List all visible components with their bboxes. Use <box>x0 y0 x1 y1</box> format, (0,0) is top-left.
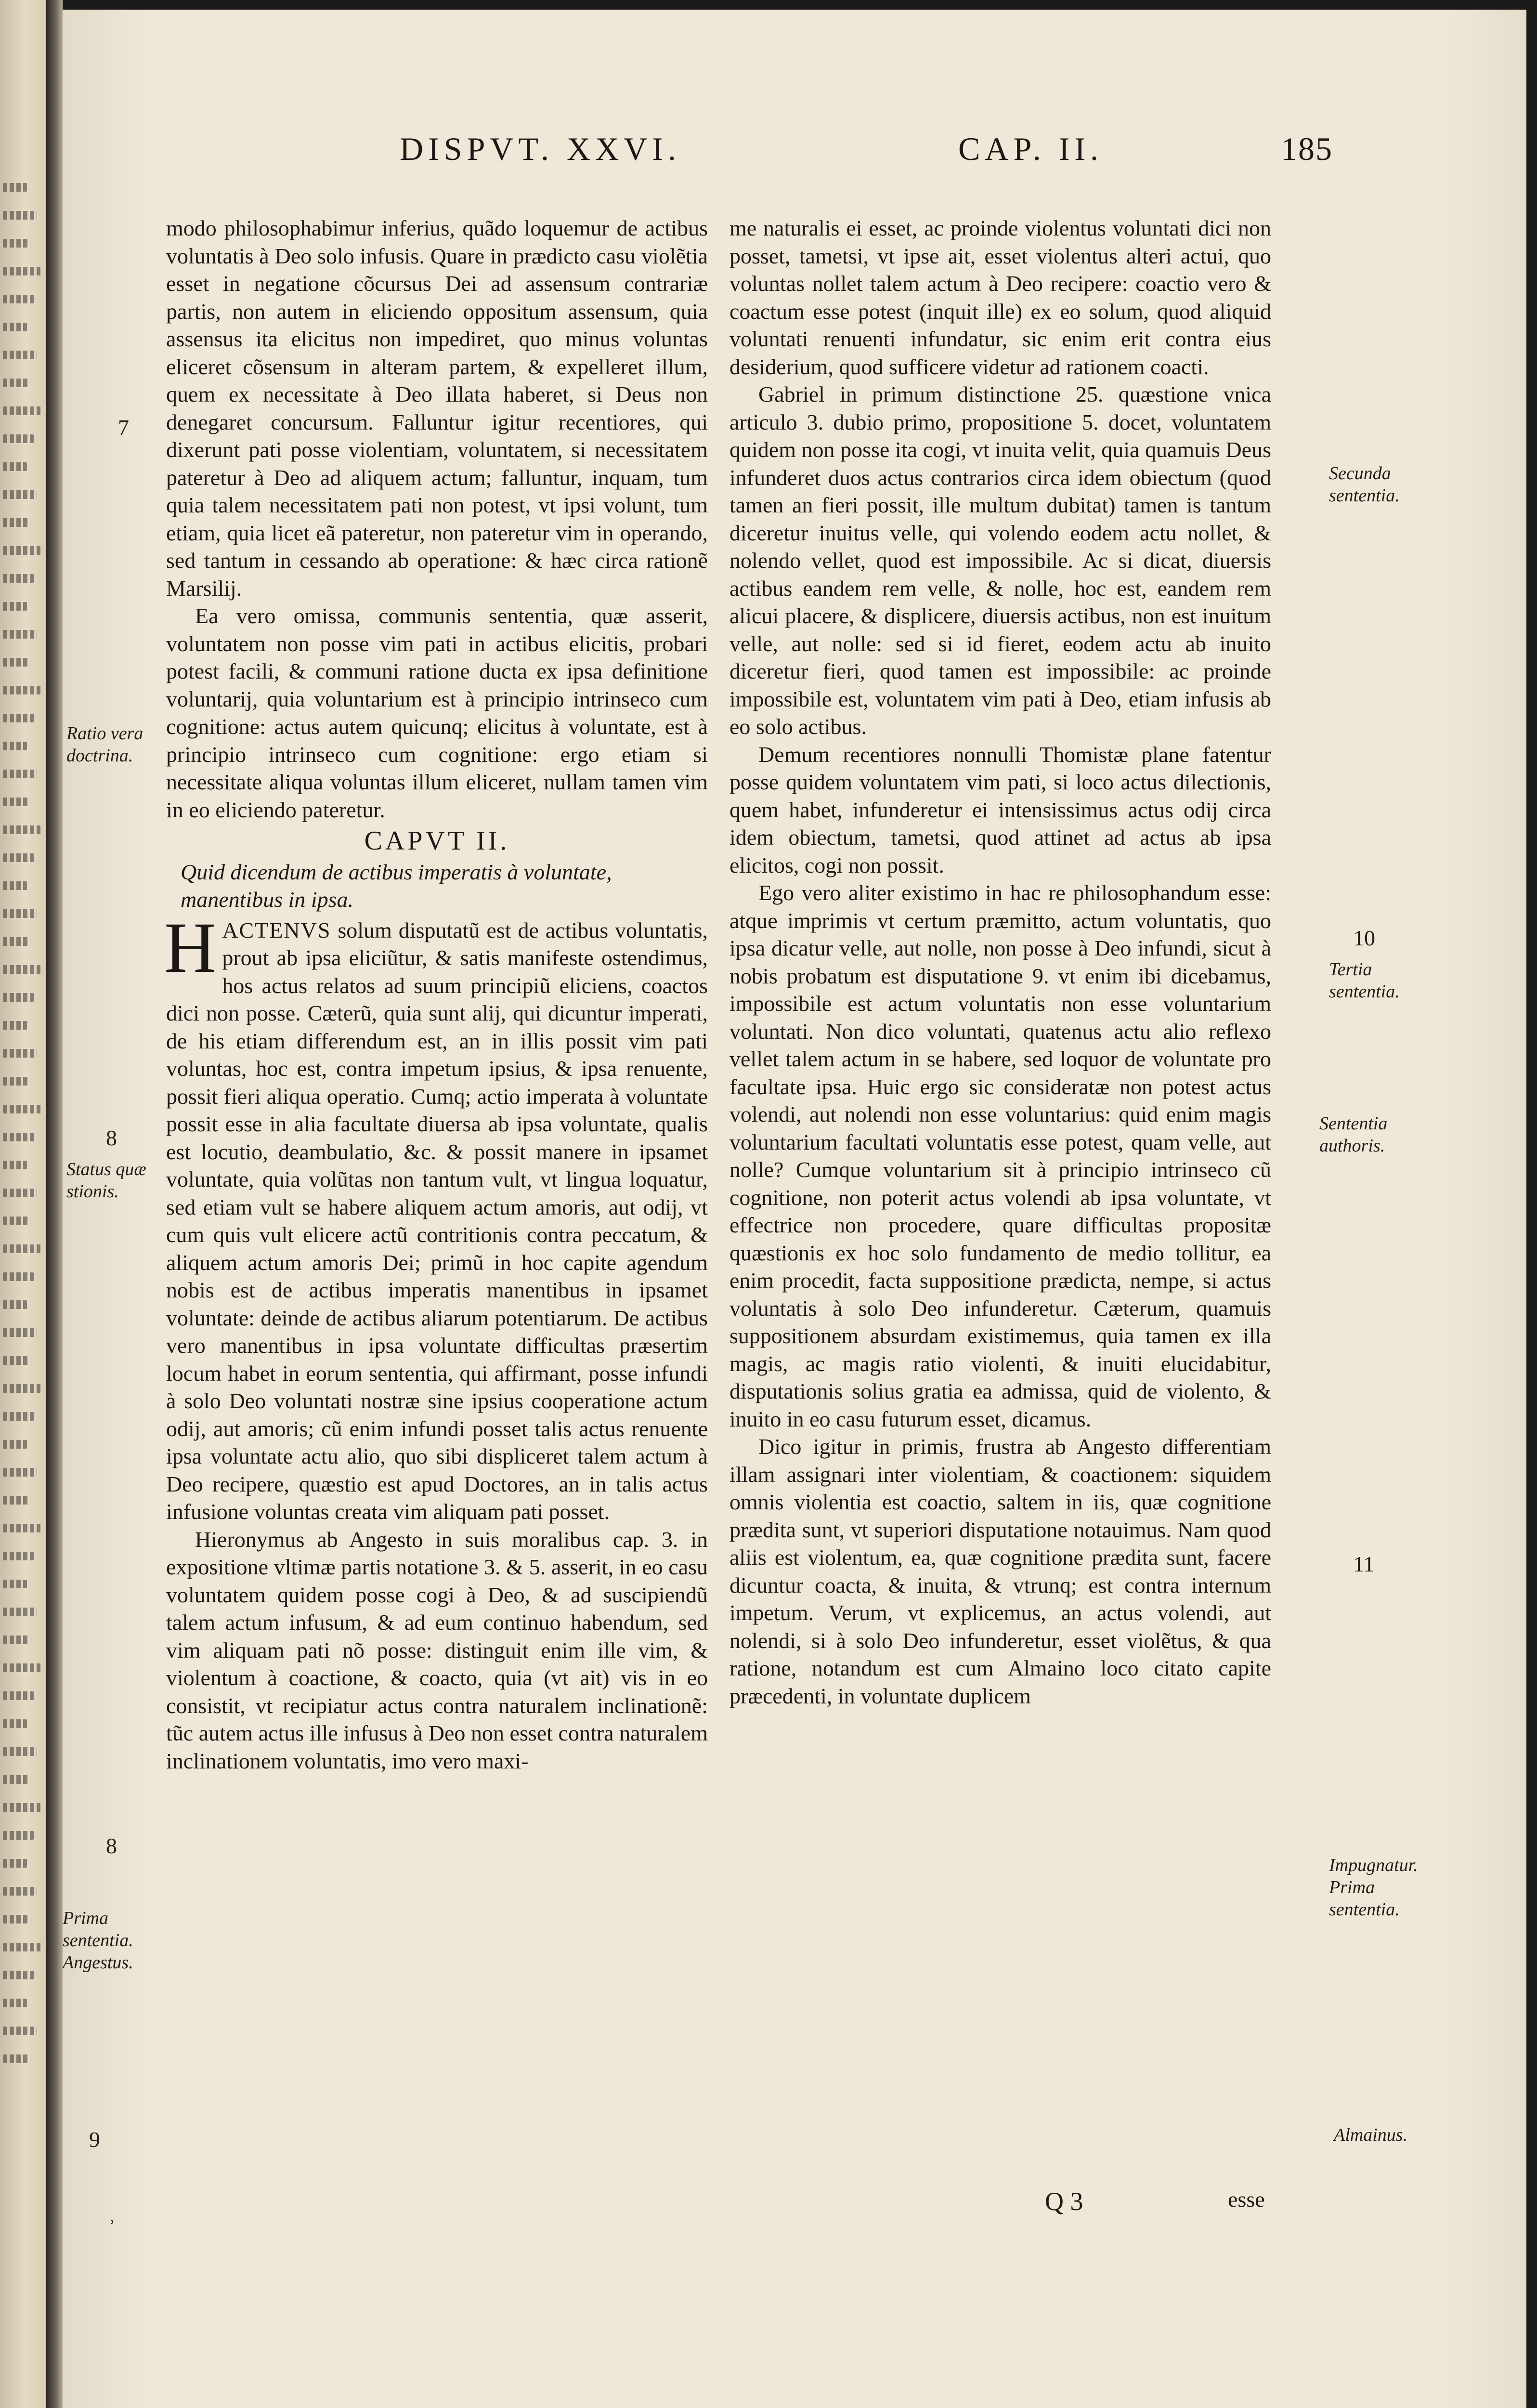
previous-page-text-line <box>3 1608 37 1616</box>
previous-page-text-line <box>3 1021 27 1030</box>
previous-page-text-line <box>3 1691 34 1700</box>
previous-page-text-line <box>3 1747 37 1756</box>
margin-note: Tertia sententia. <box>1329 959 1400 1002</box>
previous-page-text-line <box>3 714 34 722</box>
margin-number: 7 <box>118 415 129 440</box>
previous-page-text-line <box>3 1971 34 1979</box>
previous-page-text-line <box>3 1356 30 1365</box>
previous-page-text-line <box>3 1049 37 1058</box>
paragraph: me naturalis ei esset, ac proinde violentus voluntati dici non posset, tametsi, vt ipse ait, esset violentus alteri actui, quo voluntas nollet talem actum à Deo recipere: coactio vero & coactum esse potest (inquit ille) ex eo solum, quod aliquid voluntati renuenti infundatur, sic enim erit contra eius desiderium, quod sufficere videtur ad rationem coacti. <box>729 216 1271 379</box>
paragraph: Dico igitur in primis, frustra ab Angesto differentiam illam assignari inter violentiam, & coactionem: siquidem omnis violentia est coactio, saltem in iis, quæ cognitione prædita sunt, vt superiori disputatione notauimus. Nam quod aliis est violentum, ea, quæ cognitione prædita sunt, facere dicuntur coacta, & inuita, & vtrunq; est contra internum impetum. Verum, vt explicemus, an actus volendi, aut nolendi, si à solo Deo infunderetur, esset violẽtus, & qua ratione, notandum est cum Almaino loco citato capite præcedenti, in voluntate duplicem <box>729 1434 1271 1708</box>
previous-page-text-line <box>3 1105 40 1113</box>
previous-page-text-line <box>3 2055 30 2063</box>
paragraph: Hieronymus ab Angesto in suis moralibus cap. 3. in expositione vltimæ partis notatione 3. & 5. asserit, in eo casu voluntatem quidem posse cogi à Deo, & ad suscipiendũ talem actum infusum, & ad eum continuo habendum, sed vim aliquam pati nõ posse: distinguit enim ille vim, & violentum à coactione, & coacto, quia (vt ait) vis in eo consistit, vt recipiatur actus contra naturalem inclinationẽ: tũc autem actus ille infusus à Deo non esset contra naturalem inclinationem voluntatis, imo vero maxi- <box>166 1527 708 1773</box>
previous-page-text-line <box>3 1272 34 1281</box>
chapter-subtitle: Quid dicendum de actibus imperatis à voluntate, manentibus in ipsa. <box>181 859 612 912</box>
previous-page-text-line <box>3 239 30 248</box>
previous-page-text-line <box>3 1887 37 1896</box>
paragraph: Demum recentiores nonnulli Thomistæ plane fatentur posse quidem voluntatem vim pati, si loco actus dilectionis, quem habet, infunderetur ei intensissimus actus odij circa idem obiectum, tametsi, quod attinet ad actus ab ipsa elicitos, cogi non possit. <box>729 742 1271 877</box>
paragraph: Gabriel in primum distinctione 25. quæstione vnica articulo 3. dubio primo, propositione 5. docet, voluntatem quidem non posse ita cogi, vt inuita velit, quia quamuis Deus infunderet duos actus contrarios circa idem obiectum (quod tamen an fieri possit, ille multum dubitat) tamen is tantum diceretur inuitus velle, qui volendo eodem actu nollet, & nolendo vellet, quod est impossibile. Ac si dicat, diuersis actibus eandem rem velle, & nolle, hoc est, eandem rem alicui placere, & displicere, diuersis actibus, non est inuitum velle, aut nolle: sed si id fieret, eodem actu ab inuito diceretur fieri, quod tamen est impossibile: ac proinde impossibile est, voluntatem vim pati à Deo, etiam infusis ab eo solo actibus. <box>729 382 1271 739</box>
margin-number: 10 <box>1353 926 1375 950</box>
previous-page-text-line <box>3 434 34 443</box>
previous-page-text-line <box>3 1077 30 1086</box>
opening-smallcaps: ACTENVS <box>222 917 331 942</box>
previous-page-text-line <box>3 1244 40 1253</box>
running-head-left: DISPVT. XXVI. <box>400 131 681 167</box>
previous-page-text-line <box>3 1663 40 1672</box>
previous-page-text-line <box>3 770 37 778</box>
margin-note: Ratio vera doctrina. <box>66 723 143 766</box>
previous-page-text-line <box>3 267 40 275</box>
previous-page-text-line <box>3 909 37 918</box>
drop-capital: H <box>164 907 217 988</box>
previous-page-text-line <box>3 406 40 415</box>
previous-page-text-line <box>3 1300 27 1309</box>
previous-page-text-line <box>3 1328 37 1337</box>
previous-page-text-line <box>3 351 37 359</box>
previous-page-text-line <box>3 574 34 583</box>
previous-page-text-line <box>3 1468 37 1477</box>
previous-page-text-line <box>3 602 27 611</box>
chapter-title: CAPVT II. <box>364 826 510 856</box>
margin-number: 8 <box>106 1833 117 1858</box>
book-gutter <box>46 0 63 2408</box>
previous-page-text-line <box>3 798 30 806</box>
previous-page-text-line <box>3 1803 40 1812</box>
previous-page-text-line <box>3 1133 34 1141</box>
previous-page-text-line <box>3 1161 27 1169</box>
previous-page-text-line <box>3 1775 30 1784</box>
previous-page-text-line <box>3 183 27 192</box>
paragraph: modo philosophabimur inferius, quãdo loquemur de actibus voluntatis à Deo solo infusis. Quare in prædicto casu violẽtia esset in negatione cõcursus Dei ad assensum contrariæ partis, non autem in eliciendo oppositum assensum, quia assensus ita elicitus non impediret, quo minus voluntas eliceret cõsensum in alteram partem, & expelleret illum, quem ex necessitate à Deo illata haberet, si Deus non denegaret concursum. Falluntur igitur recentiores, qui dixerunt pati posse violentiam, voluntatem, si necessitatem pateretur à Deo ad aliquem actum; falluntur, inquam, tum quia talem necessitatem pati non potest, vt ipsi volunt, tum etiam, quia licet eã pateretur, non pateretur vim in operando, sed tantum in cessando ab operatione: & hæc circa rationẽ Marsilij. <box>166 216 708 601</box>
previous-page-text-line <box>3 1719 27 1728</box>
previous-page-text-line <box>3 825 40 834</box>
previous-page-text-line <box>3 490 37 499</box>
previous-page-text-line <box>3 686 40 694</box>
book-page <box>63 10 1526 2408</box>
paragraph: Ea vero omissa, communis sententia, quæ asserit, voluntatem non posse vim pati in actibus elicitis, probari potest facili, & communi ratione ducta ex ipsa definitione voluntarij, quia voluntarium est à principio intrinseco cum cognitione: actus autem quicunq; elicitus à voluntate, est à principio intrinseco cum cognitione: ergo etiam si necessitate aliqua voluntas illum eliceret, nullam tamen vim in eo eliciendo pateretur. <box>166 603 708 822</box>
previous-page-text-line <box>3 1440 27 1449</box>
previous-page-text-line <box>3 1831 34 1840</box>
previous-page-text-line <box>3 2027 37 2035</box>
paragraph: Ego vero aliter existimo in hac re philosophandum esse: atque imprimis vt certum præmitto, actum voluntatis, quo ipsa dicatur velle, aut nolle, non posse à Deo infundi, sicut à nobis probatum est disputatione 9. vt enim ibi dicebamus, impossibile est actum voluntatis non esse voluntarium voluntati. Non dico voluntati, quatenus actu alio reflexo vellet talem actum in se habere, sed loquor de voluntate pro facultate ipsa. Huic ergo sic consideratæ non potest actus volendi, aut nolendi non esse voluntarius: quid enim magis voluntarium facultati voluntatis esse potest, quam velle, aut nolle? Cumque voluntarium sit à principio intrinseco cũ cognitione, non poterit actus volendi ab ipsa voluntate, vt effectrice non procedere, quare difficultas propositæ quæstionis ex hoc solo fundamento de medio tollitur, ea enim procedit, facta suppositione prædicta, nempe, si actus voluntatis à solo Deo infunderetur. Cæterum, quamuis suppositionem absurdam existimemus, quia tamen ex illa magis, ac magis ratio violenti, & inuiti elucidabitur, disputationis solius gratia ea admissa, quid de violento, & inuito in eo casu futurum esset, dicamus. <box>729 880 1271 1431</box>
previous-page-text-line <box>3 937 30 946</box>
previous-page-text-line <box>3 462 27 471</box>
paragraph-with-dropcap <box>164 907 708 1526</box>
previous-page-text-line <box>3 211 37 220</box>
previous-page-text-line <box>3 295 34 303</box>
previous-page-text-line <box>3 518 30 527</box>
previous-page-text-line <box>3 1552 34 1560</box>
previous-page-text-line <box>3 1636 30 1644</box>
previous-page-text-line <box>3 546 40 555</box>
previous-page-text-line <box>3 630 37 639</box>
previous-page-text-line <box>3 881 27 890</box>
margin-number: 9 <box>89 2127 100 2152</box>
margin-note: Impugnatur. Prima sententia. <box>1329 1855 1418 1920</box>
margin-note: Prima sententia. Angestus. <box>63 1908 133 1973</box>
paragraph-text: solum disputatũ est de actibus voluntatis, prout ab ipsa eliciũtur, & satis manifeste ostendimus, hos actus relatos ad suum principiũ eliciens, coactos dici non posse. Cæterũ, quia sunt alij, qui dicuntur imperati, de his etiam differendum est, an in illis possit vim pati voluntas, hoc est, contra impetum ipsius, & ipsa renuente, possit fieri aliqua operatio. Cumq; actio imperata à voluntate possit esse in alia facultate diuersa ab ipsa voluntate, qualis est locutio, deambulatio, &c. & possit manere in ipsamet voluntate, quia volũtas non tantum vult, vt lingua loquatur, sed etiam vult se habere aliquem actum amoris, aut odij, vt cum quis vult elicere actũ contritionis contra peccatum, & aliquem actum amoris Dei; primũ in hoc capite agendum nobis est de actibus imperatis manentibus in ipsamet voluntate: deinde de actibus aliarum potentiarum. De actibus vero manentibus in ipsa voluntate difficultas præsertim locum habet in eorum sententia, qui affirmant, posse infundi à solo Deo voluntati nostræ sine ipsius cooperatione actum odij, aut amoris; cũ enim infundi posset talis actus renuente ipsa voluntate actu alio, quo sibi displiceret talem actum à Deo recipere, quæstio est apud Doctores, an in talis actus infusione voluntas creata vim aliquam pati posset. <box>166 917 708 1524</box>
margin-number: 8 <box>106 1125 117 1150</box>
margin-note: Secunda sententia. <box>1329 463 1400 506</box>
previous-page-text-line <box>3 1217 30 1225</box>
margin-number: 11 <box>1353 1552 1375 1576</box>
previous-page-text-line <box>3 1999 27 2007</box>
text-column-right <box>729 214 1271 2237</box>
previous-page-text-line <box>3 1859 27 1868</box>
previous-page-text-line <box>3 1384 40 1393</box>
previous-page-text-line <box>3 1915 30 1924</box>
previous-page-edge <box>0 0 46 2408</box>
previous-page-text-line <box>3 993 34 1002</box>
previous-page-text-line <box>3 853 34 862</box>
previous-page-text-line <box>3 379 30 387</box>
signature-mark: Q 3 <box>1045 2187 1083 2216</box>
running-head-right: CAP. II. <box>958 131 1104 167</box>
previous-page-text-line <box>3 742 27 750</box>
previous-page-text-line <box>3 1189 37 1197</box>
margin-note: Almainus. <box>1334 2125 1408 2145</box>
previous-page-text-line <box>3 965 40 974</box>
previous-page-text-line <box>3 1943 40 1951</box>
margin-note: Status quæ stionis. <box>66 1159 146 1202</box>
previous-page-text-line <box>3 1524 40 1532</box>
ink-mark: ʾ <box>108 2216 116 2240</box>
page-number: 185 <box>1281 131 1333 167</box>
previous-page-text-line <box>3 323 27 331</box>
previous-page-text-line <box>3 1496 30 1505</box>
previous-page-text-line <box>3 1580 27 1588</box>
margin-note: Sententia authoris. <box>1319 1113 1388 1156</box>
text-column-left <box>166 214 708 2237</box>
previous-page-text-line <box>3 1412 34 1421</box>
previous-page-text-line <box>3 658 30 667</box>
catchword: esse <box>1228 2187 1265 2212</box>
